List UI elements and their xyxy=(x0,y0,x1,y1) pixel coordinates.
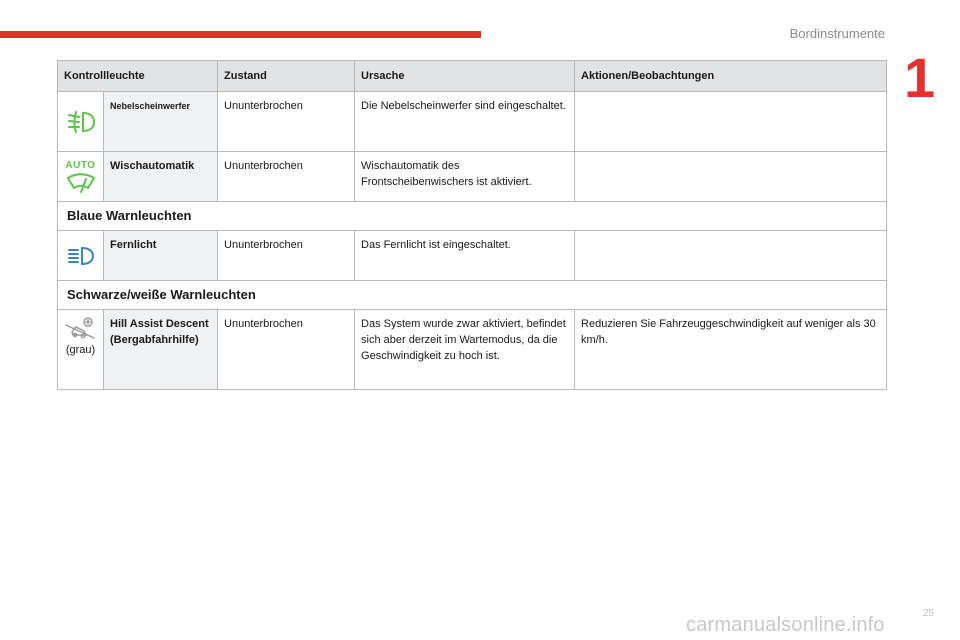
light-name: Hill Assist Descent (Bergabfahrhilfe) xyxy=(104,310,218,390)
state-cell: Ununterbrochen xyxy=(218,152,355,202)
action-cell xyxy=(575,92,887,152)
table-row xyxy=(58,152,887,202)
light-name: Fernlicht xyxy=(104,231,218,281)
action-cell xyxy=(575,231,887,281)
state-cell: Ununterbrochen xyxy=(218,92,355,152)
state-cell: Ununterbrochen xyxy=(218,231,355,281)
group-title-blue: Blaue Warnleuchten xyxy=(58,202,887,231)
table-row xyxy=(58,92,887,152)
high-beam-icon xyxy=(65,245,97,267)
table-row xyxy=(58,310,887,390)
light-name: Wischautomatik xyxy=(104,152,218,202)
col-header-cause: Ursache xyxy=(355,61,575,92)
page-number: 25 xyxy=(922,608,934,619)
icon-cell xyxy=(58,310,104,390)
auto-wiper-icon xyxy=(65,172,97,194)
front-fog-light-icon xyxy=(65,109,97,135)
top-accent-bar xyxy=(0,31,481,38)
hill-descent-icon xyxy=(64,316,98,340)
group-title-black: Schwarze/weiße Warnleuchten xyxy=(58,281,887,310)
auto-label: AUTO xyxy=(65,159,96,171)
action-cell xyxy=(575,152,887,202)
watermark: carmanualsonline.info xyxy=(686,614,885,636)
icon-cell xyxy=(58,231,104,281)
col-header-state: Zustand xyxy=(218,61,355,92)
table-header xyxy=(58,61,887,92)
group-row xyxy=(58,281,887,310)
col-header-light: Kontrollleuchte xyxy=(58,61,218,92)
cause-cell: Die Nebelscheinwerfer sind eingeschaltet. xyxy=(355,92,575,152)
state-cell: Ununterbrochen xyxy=(218,310,355,390)
action-cell: Reduzieren Sie Fahrzeuggeschwindigkeit auf weniger als 30 km/h. xyxy=(575,310,887,390)
icon-cell xyxy=(58,152,104,202)
group-row xyxy=(58,202,887,231)
table-row xyxy=(58,231,887,281)
cause-cell: Das System wurde zwar aktiviert, befindet sich aber derzeit im Wartemodus, da die Geschwindigkeit zu hoch ist. xyxy=(355,310,575,390)
chapter-number: 1 xyxy=(904,46,936,109)
icon-cell xyxy=(58,92,104,152)
warning-lights-table xyxy=(57,60,887,390)
light-name: Nebelscheinwerfer xyxy=(104,92,218,152)
col-header-action: Aktionen/Beobachtungen xyxy=(575,61,887,92)
cause-cell: Das Fernlicht ist eingeschaltet. xyxy=(355,231,575,281)
cause-cell: Wischautomatik des Frontscheibenwischers ist aktiviert. xyxy=(355,152,575,202)
icon-color-note: (grau) xyxy=(65,344,96,356)
section-title: Bordinstrumente xyxy=(789,26,885,41)
